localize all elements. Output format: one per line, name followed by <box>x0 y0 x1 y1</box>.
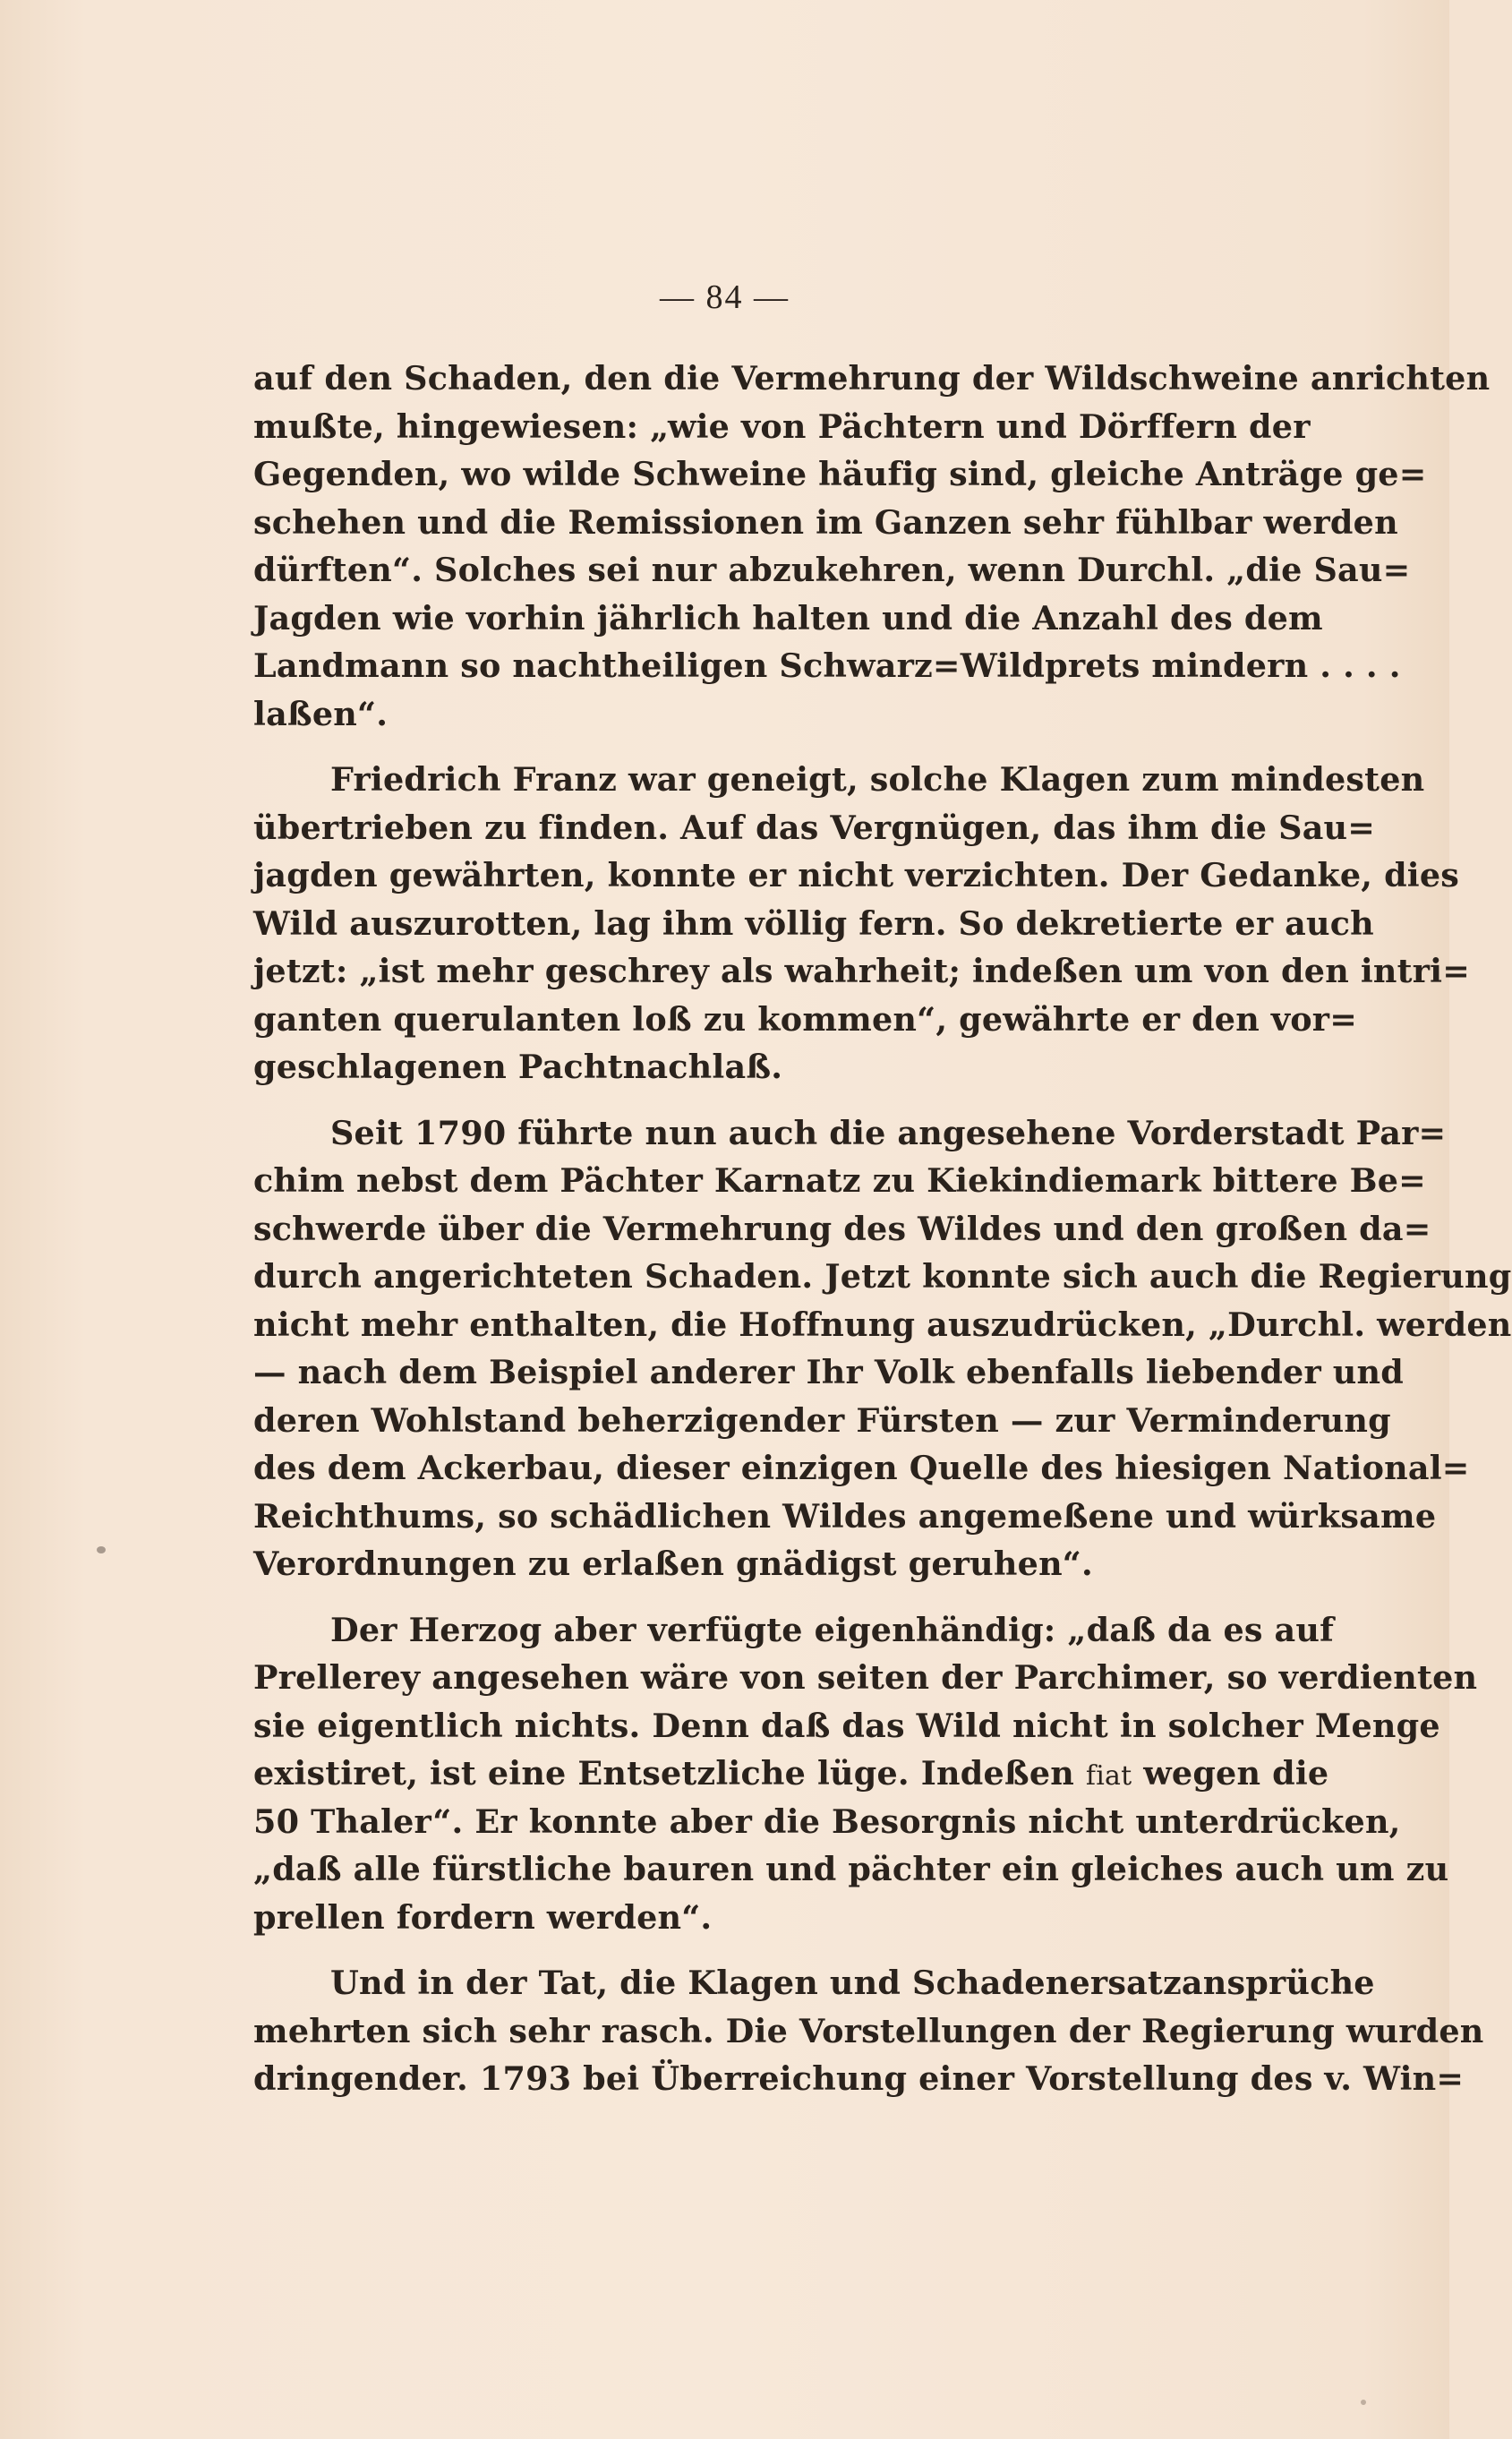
paragraph-1 <box>253 355 1491 738</box>
text-line: jetzt: „ist mehr geschrey als wahrheit; indeßen um von den intri= <box>253 952 1470 990</box>
text-line: Wild auszurotten, lag ihm völlig fern. So dekretierte er auch <box>253 903 1374 943</box>
text-line: laßen“. <box>253 694 389 733</box>
text-line: 50 Thaler“. Er konnte aber die Besorgnis nicht unterdrücken, <box>253 1801 1401 1841</box>
paragraph-4 <box>253 1606 1478 1942</box>
text-line: dürften“. Solches sei nur abzukehren, wenn Durchl. „die Sau= <box>253 551 1411 589</box>
text-line: Gegenden, wo wilde Schweine häufig sind, gleiche Anträge ge= <box>253 455 1427 493</box>
text-line: Friedrich Franz war geneigt, solche Klagen zum mindesten <box>330 760 1425 799</box>
paragraph-3 <box>253 1109 1512 1588</box>
text-line: ganten querulanten loß zu kommen“, gewährte er den vor= <box>253 999 1358 1039</box>
text-line: prellen fordern werden“. <box>253 1897 713 1937</box>
ink-speck <box>97 1546 106 1553</box>
paragraph-5 <box>253 1959 1484 2103</box>
paper-speck <box>1361 2400 1366 2405</box>
text-line: sie eigentlich nichts. Denn daß das Wild nicht in solcher Menge <box>253 1706 1440 1745</box>
text-line: Reichthums, so schädlichen Wildes angemeßene und würksame <box>253 1496 1437 1536</box>
text-line: geschlagenen Pachtnachlaß. <box>253 1048 783 1086</box>
text-line: Seit 1790 führte nun auch die angesehene Vorderstadt Par= <box>330 1113 1447 1152</box>
text-line: Landmann so nachtheiligen Schwarz=Wildprets mindern . . . . <box>253 646 1401 685</box>
text-segment: wegen die <box>1143 1754 1329 1793</box>
text-line: — nach dem Beispiel anderer Ihr Volk ebenfalls liebender und <box>253 1353 1405 1391</box>
text-line: mußte, hingewiesen: „wie von Pächtern und Dörffern der <box>253 406 1311 446</box>
text-line: deren Wohlstand beherzigender Fürsten — zur Verminderung <box>253 1400 1391 1440</box>
text-line: Der Herzog aber verfügte eigenhändig: „daß da es auf <box>330 1610 1335 1649</box>
body-text <box>253 355 1512 2121</box>
text-line: Und in der Tat, die Klagen und Schadenersatzansprüche <box>330 1964 1375 2002</box>
text-line: dringender. 1793 bei Überreichung einer Vorstellung des v. Win= <box>253 2059 1465 2098</box>
text-line: schehen und die Remissionen im Ganzen sehr fühlbar werden <box>253 502 1398 542</box>
text-line: „daß alle fürstliche bauren und pächter ein gleiches auch um zu <box>253 1850 1449 1888</box>
text-line: durch angerichteten Schaden. Jetzt konnte sich auch die Regierung <box>253 1257 1512 1296</box>
text-line: jagden gewährten, konnte er nicht verzichten. Der Gedanke, dies <box>253 856 1460 894</box>
text-segment: existiret, ist eine Entsetzliche lüge. Indeßen <box>253 1754 1074 1793</box>
text-line: schwerde über die Vermehrung des Wildes und den großen da= <box>253 1209 1431 1248</box>
paragraph-2 <box>253 756 1470 1091</box>
text-line: Verordnungen zu erlaßen gnädigst geruhen“. <box>253 1545 1093 1583</box>
text-line: mehrten sich sehr rasch. Die Vorstellungen der Regierung wurden <box>253 2011 1484 2050</box>
text-line: Prellerey angesehen wäre von seiten der Parchimer, so verdienten <box>253 1658 1478 1697</box>
page-number: — 84 — <box>660 278 790 316</box>
text-line: des dem Ackerbau, dieser einzigen Quelle des hiesigen National= <box>253 1449 1470 1487</box>
text-line: übertrieben zu finden. Auf das Vergnügen, das ihm die Sau= <box>253 808 1376 847</box>
latin-word-fiat: fiat <box>1085 1760 1132 1792</box>
text-line: chim nebst dem Pächter Karnatz zu Kiekindiemark bittere Be= <box>253 1161 1426 1200</box>
text-line: auf den Schaden, den die Vermehrung der Wildschweine anrichten <box>253 359 1491 398</box>
text-line-fiat <box>253 1750 1329 1798</box>
text-line: nicht mehr enthalten, die Hoffnung auszudrücken, „Durchl. werden <box>253 1305 1512 1344</box>
text-line: Jagden wie vorhin jährlich halten und die Anzahl des dem <box>253 598 1323 638</box>
